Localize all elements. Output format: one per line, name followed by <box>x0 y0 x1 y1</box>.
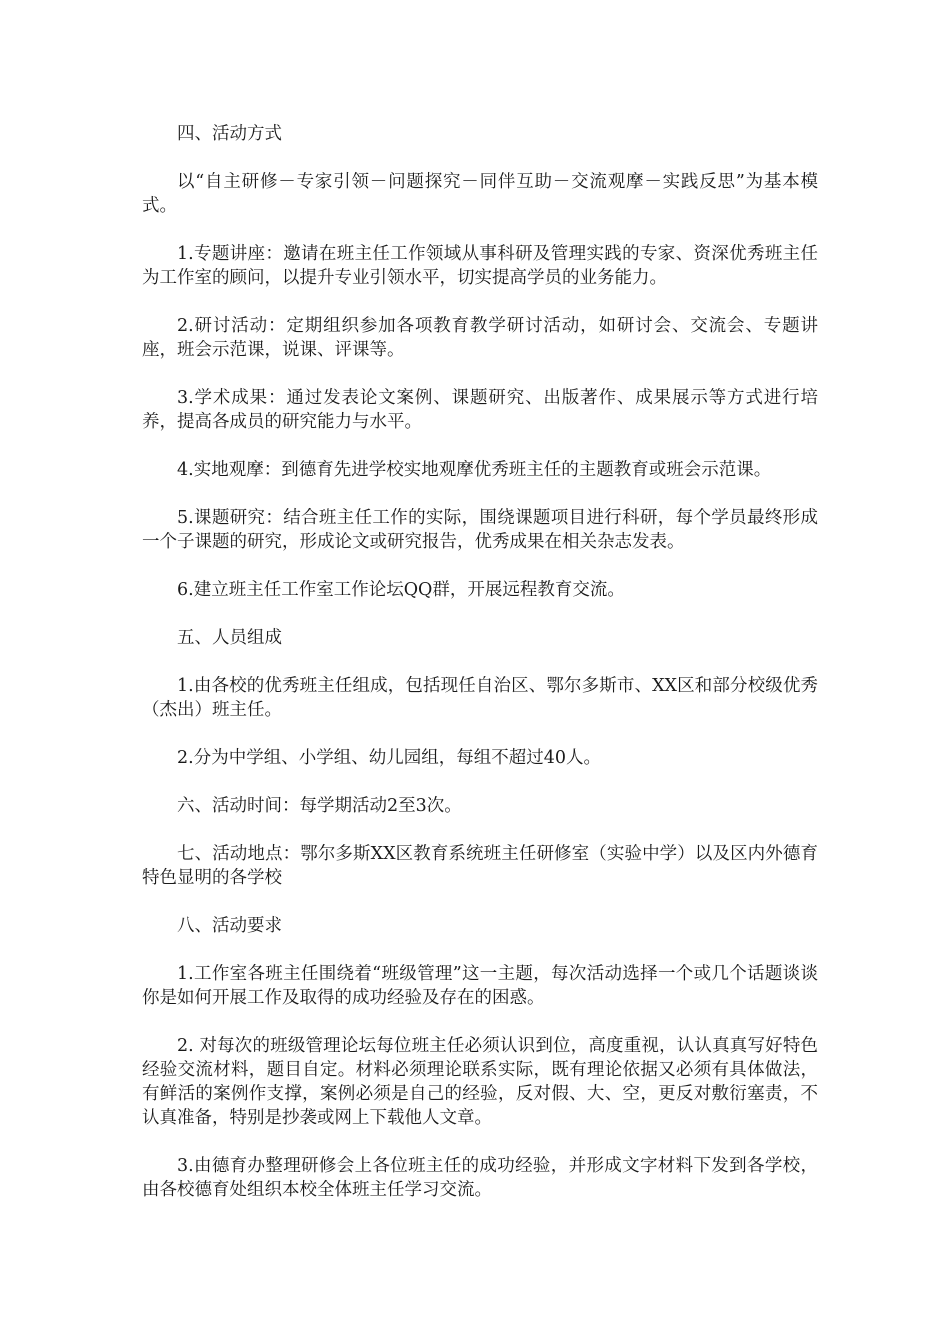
paragraph-academic-results: 3.学术成果：通过发表论文案例、课题研究、出版著作、成果展示等方式进行培养，提高各成员的研究能力与水平。 <box>142 388 818 432</box>
heading-activity-location: 七、活动地点：鄂尔多斯XX区教育系统班主任研修室（实验中学）以及区内外德育特色显明的各学校 <box>142 844 818 888</box>
heading-activity-method: 四、活动方式 <box>177 124 282 144</box>
heading-member-composition: 五、人员组成 <box>177 628 282 648</box>
paragraph-member-groups: 2.分为中学组、小学组、幼儿园组，每组不超过40人。 <box>177 748 601 768</box>
paragraph-requirement-1: 1.工作室各班主任围绕着“班级管理”这一主题，每次活动选择一个或几个话题谈谈你是如何开展工作及取得的成功经验及存在的困惑。 <box>142 964 818 1008</box>
paragraph-requirement-3: 3.由德育办整理研修会上各位班主任的成功经验，并形成文字材料下发到各学校，由各校德育处组织本校全体班主任学习交流。 <box>142 1156 818 1200</box>
heading-activity-requirements: 八、活动要求 <box>177 916 282 936</box>
paragraph-requirement-2: 2. 对每次的班级管理论坛每位班主任必须认识到位，高度重视，认认真真写好特色经验交流材料，题目自定。材料必须理论联系实际，既有理论依据又必须有具体做法，有鲜活的案例作支撑，案例必须是自己的经验，反对假、大、空，更反对敷衍塞责，不认真准备，特别是抄袭或网上下载他人文章。 <box>142 1036 818 1128</box>
paragraph-member-source: 1.由各校的优秀班主任组成，包括现任自治区、鄂尔多斯市、XX区和部分校级优秀（杰出）班主任。 <box>142 676 818 720</box>
paragraph-basic-mode: 以“自主研修－专家引领－问题探究－同伴互助－交流观摩－实践反思”为基本模式。 <box>142 172 818 216</box>
paragraph-qq-forum: 6.建立班主任工作室工作论坛QQ群，开展远程教育交流。 <box>177 580 625 600</box>
paragraph-research-projects: 5.课题研究：结合班主任工作的实际，围绕课题项目进行科研，每个学员最终形成一个子课题的研究，形成论文或研究报告，优秀成果在相关杂志发表。 <box>142 508 818 552</box>
paragraph-lectures: 1.专题讲座：邀请在班主任工作领域从事科研及管理实践的专家、资深优秀班主任为工作室的顾问，以提升专业引领水平，切实提高学员的业务能力。 <box>142 244 818 288</box>
document-body <box>142 122 818 1226</box>
heading-activity-time: 六、活动时间：每学期活动2至3次。 <box>177 796 462 816</box>
paragraph-seminars: 2.研讨活动：定期组织参加各项教育教学研讨活动，如研讨会、交流会、专题讲座，班会示范课，说课、评课等。 <box>142 316 818 360</box>
paragraph-field-observation: 4.实地观摩：到德育先进学校实地观摩优秀班主任的主题教育或班会示范课。 <box>177 460 772 480</box>
